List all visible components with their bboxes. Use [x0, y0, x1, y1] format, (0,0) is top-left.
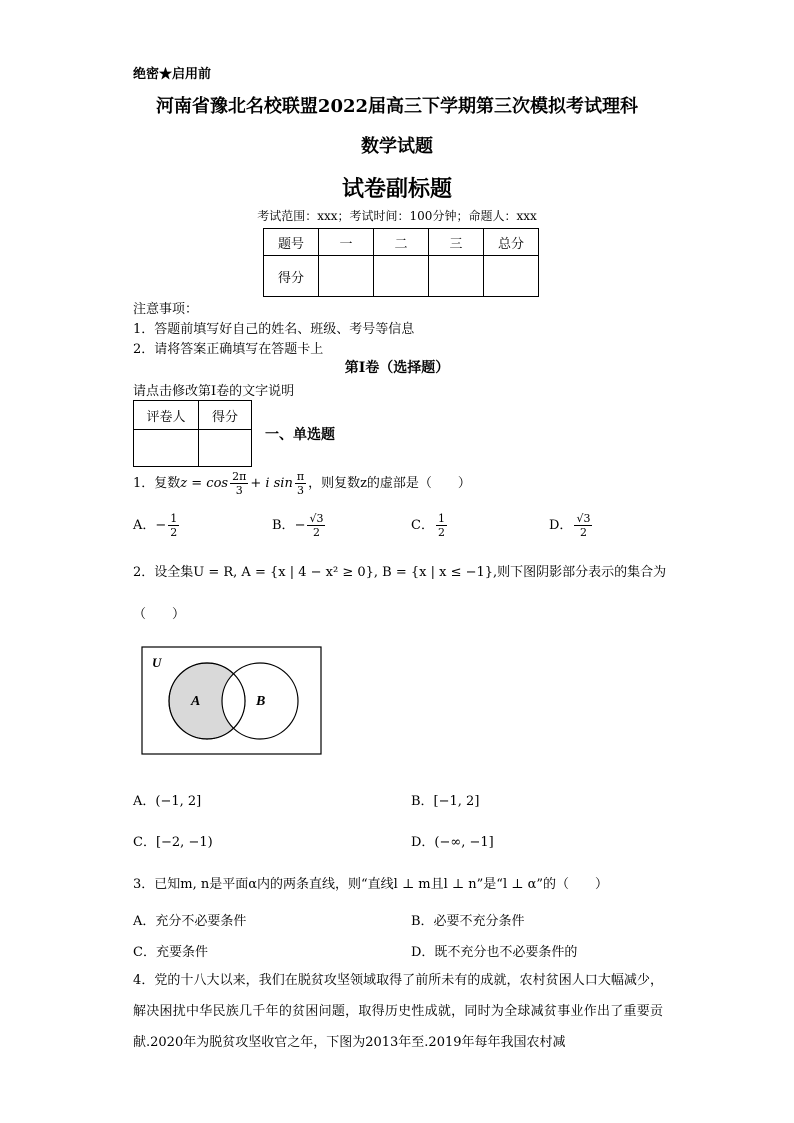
- frac-den: 2: [312, 526, 320, 539]
- notes-title: 注意事项：: [133, 302, 199, 317]
- option-label: B．: [272, 518, 295, 533]
- grader-header: 得分: [199, 401, 252, 430]
- frac-den: 3: [235, 484, 243, 497]
- frac-num: √3: [576, 512, 591, 525]
- q3-option-b[interactable]: B．必要不充分条件: [411, 914, 525, 929]
- frac-den: 3: [296, 484, 304, 497]
- q1-option-b[interactable]: [272, 512, 327, 539]
- venn-diagram: [141, 646, 323, 756]
- exam-title: 河南省豫北名校联盟2022届高三下学期第三次模拟考试理科: [155, 96, 639, 117]
- option-label: D．: [549, 518, 573, 533]
- note-item: 2．请将答案正确填写在答题卡上: [133, 342, 324, 357]
- grader-table: [133, 400, 252, 467]
- score-cell: [484, 256, 539, 297]
- score-cell: [319, 256, 374, 297]
- score-header: 一: [319, 229, 374, 256]
- option-label: A．: [133, 518, 156, 533]
- score-table: [263, 228, 539, 297]
- section-title: 第I卷（选择题）: [344, 360, 450, 376]
- frac-den: 2: [170, 526, 178, 539]
- score-cell: [429, 256, 484, 297]
- option-fraction: [307, 512, 325, 539]
- score-cell: [374, 256, 429, 297]
- frac-num: 1: [170, 512, 178, 525]
- q1-fraction: [230, 470, 248, 497]
- label-b: B: [256, 694, 266, 709]
- q3-option-d[interactable]: D．既不充分也不必要条件的: [411, 945, 578, 960]
- frac-den: 2: [437, 526, 445, 539]
- part-title: 一、单选题: [265, 427, 335, 443]
- q3-option-c[interactable]: C．充要条件: [133, 945, 208, 960]
- q2-option-c[interactable]: C．[−2, −1): [133, 835, 213, 850]
- q2-answer-paren: （ ）: [133, 607, 186, 622]
- frac-den: 2: [579, 526, 587, 539]
- option-fraction: [436, 512, 447, 539]
- score-header: 三: [429, 229, 484, 256]
- grader-cell: [199, 430, 252, 467]
- option-fraction: [168, 512, 179, 539]
- q2-option-a[interactable]: A．(−1, 2]: [133, 794, 202, 809]
- score-header: 总分: [484, 229, 539, 256]
- label-u: U: [152, 655, 162, 670]
- q1-suffix: ，则复数z的虚部是（ ）: [308, 476, 471, 491]
- label-a: A: [191, 694, 201, 709]
- q1-prefix: 1．复数: [133, 476, 181, 491]
- exam-subtitle: 试卷副标题: [341, 176, 452, 202]
- frac-num: √3: [309, 512, 324, 525]
- q1-option-d[interactable]: [549, 512, 594, 539]
- exam-title-subject: 数学试题: [361, 136, 433, 157]
- section-description: 请点击修改第I卷的文字说明: [133, 384, 295, 399]
- question-1: [133, 469, 471, 499]
- q2-option-b[interactable]: B．[−1, 2]: [411, 794, 480, 809]
- score-header: 二: [374, 229, 429, 256]
- q1-option-a[interactable]: [133, 512, 181, 539]
- q1-expr: z = cos: [180, 476, 229, 491]
- note-item: 1．答题前填写好自己的姓名、班级、考号等信息: [133, 322, 415, 337]
- option-sign: −: [155, 518, 167, 533]
- score-header: 题号: [264, 229, 319, 256]
- option-sign: −: [294, 518, 306, 533]
- confidential-label: 绝密★启用前: [133, 67, 212, 82]
- q2-option-d[interactable]: D．(−∞, −1]: [411, 835, 494, 850]
- q1-option-c[interactable]: [411, 512, 449, 539]
- q3-option-a[interactable]: A．充分不必要条件: [133, 914, 247, 929]
- frac-num: 1: [437, 512, 445, 525]
- score-row-label: 得分: [264, 256, 319, 297]
- exam-info: 考试范围：xxx；考试时间：100分钟；命题人：xxx: [257, 209, 537, 223]
- question-4: 4．党的十八大以来，我们在脱贫攻坚领域取得了前所未有的成就，农村贫困人口大幅减少，解决困扰中华民族几千年的贫困问题，取得历史性成就，同时为全球减贫事业作出了重要贡献.2020年为脱贫攻坚收官之年，下图为2013年至.2019年每年我国农村减: [133, 973, 663, 1050]
- grader-cell: [134, 430, 199, 467]
- question-3: 3．已知m, n是平面α内的两条直线，则“直线l ⊥ m且l ⊥ n”是“l ⊥ α”的（ ）: [133, 877, 609, 892]
- question-2: 2．设全集U = R, A = {x | 4 − x² ≥ 0}, B = {x | x ≤ −1},则下图阴影部分表示的集合为: [133, 565, 667, 580]
- q1-expr-mid: + i sin: [250, 476, 293, 491]
- option-label: C．: [411, 518, 434, 533]
- q1-fraction: [295, 470, 306, 497]
- frac-num: π: [296, 470, 305, 483]
- option-fraction: [574, 512, 592, 539]
- frac-num: 2π: [232, 470, 247, 483]
- grader-header: 评卷人: [134, 401, 199, 430]
